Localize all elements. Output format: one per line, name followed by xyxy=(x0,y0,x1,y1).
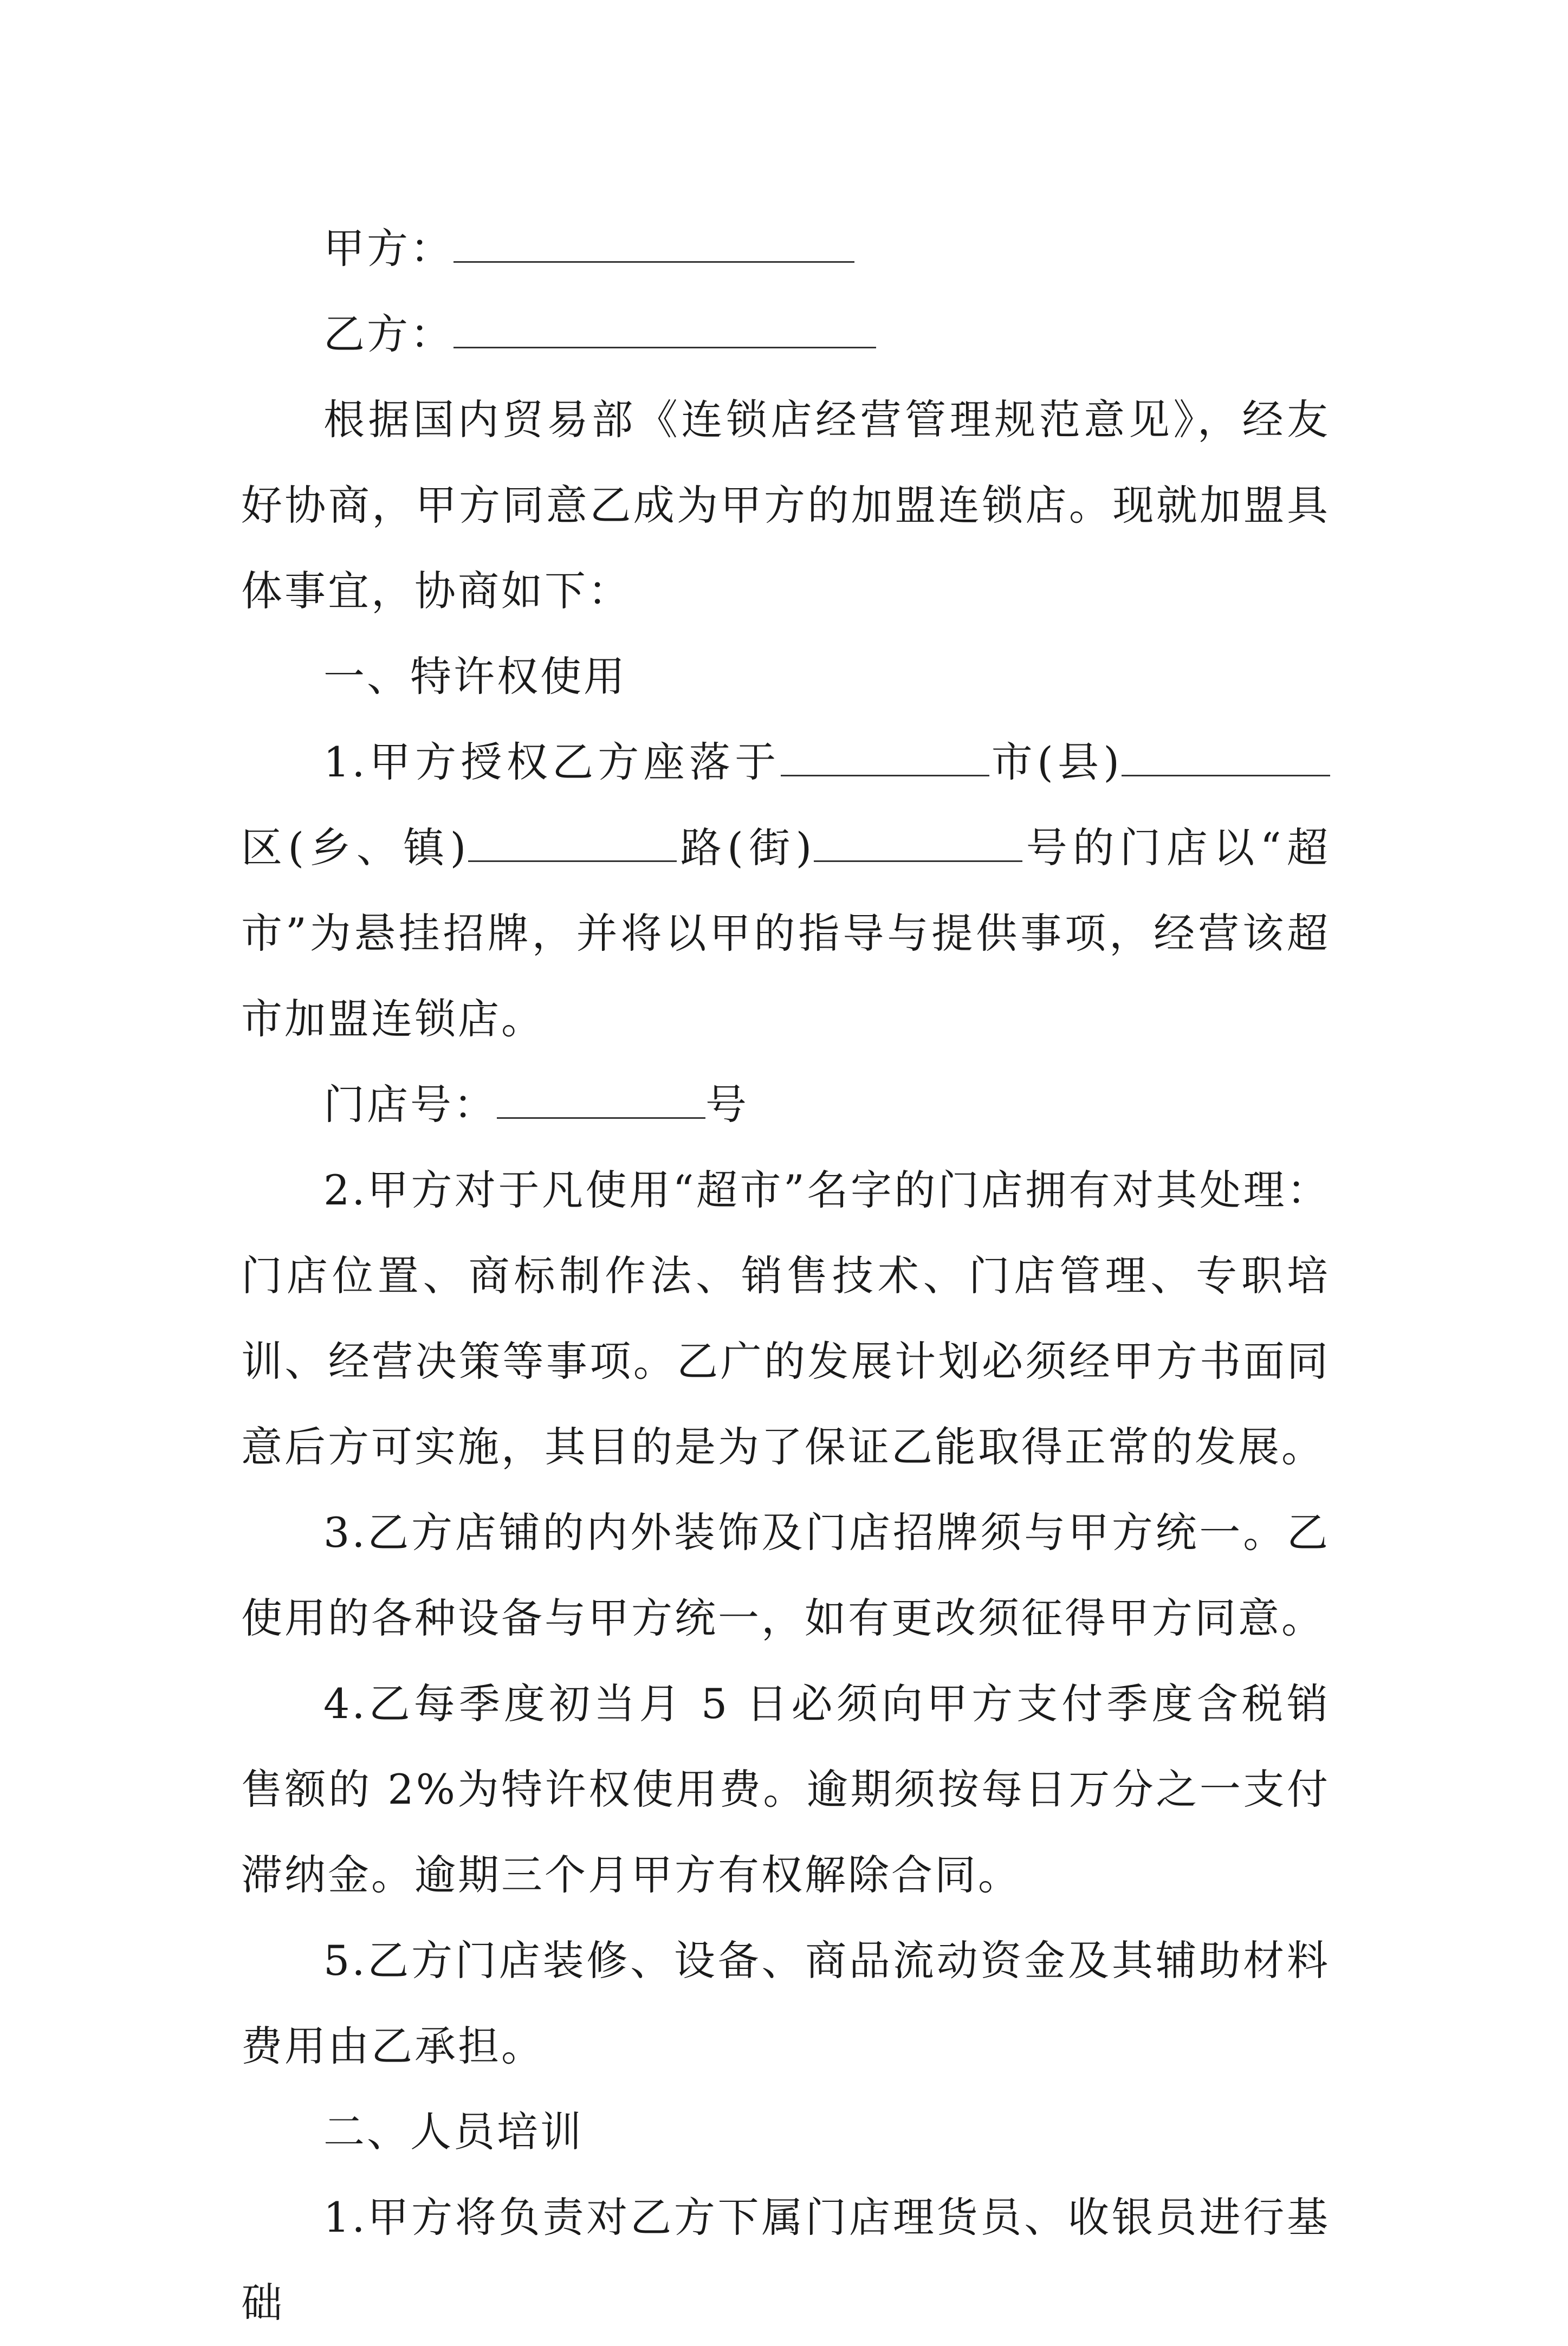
item1-text-5: 号的门店以“超市”为悬挂招牌，并将以甲的指导与提供事项，经营该超市加盟连锁店。 xyxy=(241,824,1330,1043)
section2-heading: 二、人员培训 xyxy=(323,2108,584,2156)
town-blank xyxy=(468,822,677,862)
document-body xyxy=(241,206,1330,2346)
item1-text-3: 区(乡、镇) xyxy=(241,824,469,872)
party-b-label: 乙方： xyxy=(323,310,453,358)
section1-item3: 3.乙方店铺的内外装饰及门店招牌须与甲方统一。乙使用的各种设备与甲方统一，如有更改须征得甲方同意。 xyxy=(241,1508,1330,1642)
intro-paragraph: 根据国内贸易部《连锁店经营管理规范意见》，经友好协商，甲方同意乙成为甲方的加盟连锁店。现就加盟具体事宜，协商如下： xyxy=(241,396,1330,615)
store-number-suffix: 号 xyxy=(705,1080,749,1129)
store-number-line xyxy=(241,1062,1330,1148)
section1-item2: 2.甲方对于凡使用“超市”名字的门店拥有对其处理：门店位置、商标制作法、销售技术、门店管理、专职培训、经营决策等事项。乙广的发展计划必须经甲方书面同意后方可实施，其目的是为了保证乙能取得正常的发展。 xyxy=(241,1166,1330,1471)
section2-item1: 1.甲方将负责对乙方下属门店理货员、收银员进行基础 xyxy=(241,2193,1330,2327)
section1-heading: 一、特许权使用 xyxy=(323,652,627,701)
party-a-line xyxy=(241,206,1330,291)
party-a-blank xyxy=(453,223,854,263)
section1-item5: 5.乙方门店装修、设备、商品流动资金及其辅助材料费用由乙承担。 xyxy=(241,1936,1330,2070)
item1-text-1: 1.甲方授权乙方座落于 xyxy=(323,738,781,786)
section1-item1 xyxy=(241,720,1330,1062)
street-blank xyxy=(814,822,1022,862)
section1-item4: 4.乙每季度初当月 5 日必须向甲方支付季度含税销售额的 2%为特许权使用费。逾期须按每日万分之一支付滞纳金。逾期三个月甲方有权解除合同。 xyxy=(241,1680,1330,1899)
party-b-line xyxy=(241,291,1330,377)
city-blank xyxy=(781,737,989,776)
store-number-label: 门店号： xyxy=(323,1080,497,1129)
party-b-blank xyxy=(453,309,876,348)
item1-text-2: 市(县) xyxy=(989,738,1122,786)
party-a-label: 甲方： xyxy=(323,224,453,273)
district-blank xyxy=(1122,737,1330,776)
item1-text-4: 路(街) xyxy=(677,824,814,872)
store-number-blank xyxy=(497,1079,705,1119)
